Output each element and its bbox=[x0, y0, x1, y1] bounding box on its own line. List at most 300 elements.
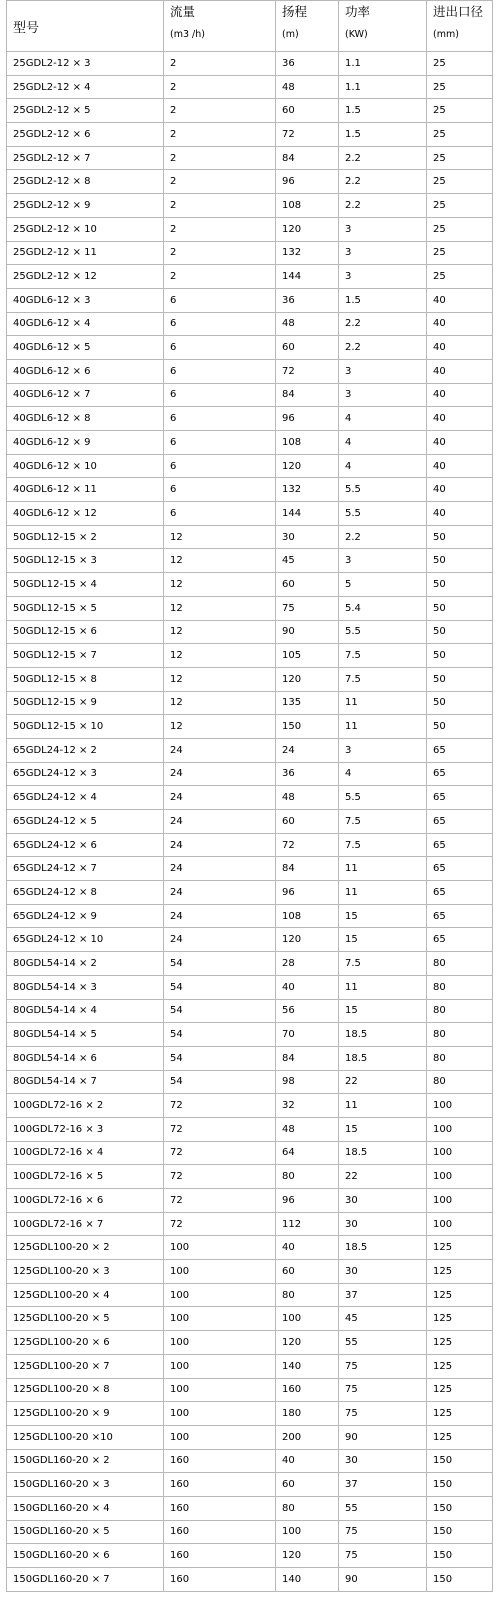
cell-port: 100 bbox=[427, 1165, 493, 1189]
cell-flow: 160 bbox=[164, 1544, 276, 1568]
cell-flow: 24 bbox=[164, 904, 276, 928]
pump-spec-table bbox=[6, 0, 493, 1592]
cell-flow: 6 bbox=[164, 288, 276, 312]
cell-power: 75 bbox=[339, 1354, 427, 1378]
cell-flow: 160 bbox=[164, 1568, 276, 1592]
cell-port: 80 bbox=[427, 1046, 493, 1070]
cell-port: 125 bbox=[427, 1307, 493, 1331]
cell-port: 50 bbox=[427, 596, 493, 620]
cell-model: 25GDL2-12 × 7 bbox=[7, 146, 164, 170]
cell-power: 18.5 bbox=[339, 1141, 427, 1165]
cell-head: 72 bbox=[276, 123, 339, 147]
table-row bbox=[7, 75, 493, 99]
table-row bbox=[7, 644, 493, 668]
cell-flow: 12 bbox=[164, 644, 276, 668]
cell-head: 140 bbox=[276, 1354, 339, 1378]
cell-port: 25 bbox=[427, 52, 493, 76]
cell-power: 11 bbox=[339, 975, 427, 999]
cell-model: 25GDL2-12 × 9 bbox=[7, 194, 164, 218]
cell-model: 125GDL100-20 × 7 bbox=[7, 1354, 164, 1378]
table-row bbox=[7, 241, 493, 265]
cell-flow: 24 bbox=[164, 928, 276, 952]
cell-power: 2.2 bbox=[339, 194, 427, 218]
cell-flow: 100 bbox=[164, 1331, 276, 1355]
cell-head: 80 bbox=[276, 1283, 339, 1307]
cell-head: 45 bbox=[276, 549, 339, 573]
cell-flow: 2 bbox=[164, 241, 276, 265]
header-flow-unit: (m3 /h) bbox=[170, 29, 205, 40]
cell-flow: 100 bbox=[164, 1307, 276, 1331]
cell-port: 125 bbox=[427, 1402, 493, 1426]
cell-port: 80 bbox=[427, 975, 493, 999]
table-row bbox=[7, 1165, 493, 1189]
cell-model: 25GDL2-12 × 10 bbox=[7, 217, 164, 241]
cell-model: 100GDL72-16 × 7 bbox=[7, 1212, 164, 1236]
cell-head: 144 bbox=[276, 502, 339, 526]
cell-flow: 12 bbox=[164, 715, 276, 739]
cell-port: 25 bbox=[427, 194, 493, 218]
cell-head: 48 bbox=[276, 75, 339, 99]
cell-head: 132 bbox=[276, 478, 339, 502]
cell-power: 11 bbox=[339, 857, 427, 881]
cell-flow: 100 bbox=[164, 1354, 276, 1378]
cell-port: 50 bbox=[427, 549, 493, 573]
cell-port: 65 bbox=[427, 904, 493, 928]
cell-port: 150 bbox=[427, 1496, 493, 1520]
cell-head: 70 bbox=[276, 1023, 339, 1047]
cell-power: 30 bbox=[339, 1189, 427, 1213]
cell-port: 50 bbox=[427, 667, 493, 691]
table-row bbox=[7, 454, 493, 478]
table-row bbox=[7, 1283, 493, 1307]
table-row bbox=[7, 1094, 493, 1118]
cell-model: 150GDL160-20 × 2 bbox=[7, 1449, 164, 1473]
cell-head: 180 bbox=[276, 1402, 339, 1426]
cell-port: 25 bbox=[427, 123, 493, 147]
cell-head: 60 bbox=[276, 336, 339, 360]
cell-power: 3 bbox=[339, 241, 427, 265]
table-row bbox=[7, 194, 493, 218]
cell-model: 65GDL24-12 × 10 bbox=[7, 928, 164, 952]
cell-power: 90 bbox=[339, 1568, 427, 1592]
cell-flow: 6 bbox=[164, 383, 276, 407]
table-row bbox=[7, 857, 493, 881]
cell-model: 40GDL6-12 × 7 bbox=[7, 383, 164, 407]
cell-flow: 2 bbox=[164, 265, 276, 289]
cell-port: 50 bbox=[427, 620, 493, 644]
cell-model: 50GDL12-15 × 8 bbox=[7, 667, 164, 691]
cell-power: 75 bbox=[339, 1544, 427, 1568]
cell-power: 15 bbox=[339, 999, 427, 1023]
cell-flow: 12 bbox=[164, 691, 276, 715]
cell-power: 2.2 bbox=[339, 336, 427, 360]
cell-power: 2.2 bbox=[339, 170, 427, 194]
table-row bbox=[7, 549, 493, 573]
cell-power: 22 bbox=[339, 1070, 427, 1094]
cell-port: 125 bbox=[427, 1331, 493, 1355]
cell-flow: 6 bbox=[164, 431, 276, 455]
cell-model: 100GDL72-16 × 2 bbox=[7, 1094, 164, 1118]
cell-flow: 160 bbox=[164, 1449, 276, 1473]
cell-power: 1.5 bbox=[339, 123, 427, 147]
cell-head: 96 bbox=[276, 407, 339, 431]
cell-power: 11 bbox=[339, 715, 427, 739]
cell-model: 125GDL100-20 × 8 bbox=[7, 1378, 164, 1402]
header-flow bbox=[164, 1, 276, 52]
cell-flow: 6 bbox=[164, 502, 276, 526]
cell-power: 75 bbox=[339, 1402, 427, 1426]
table-row bbox=[7, 217, 493, 241]
cell-flow: 54 bbox=[164, 999, 276, 1023]
cell-head: 40 bbox=[276, 1236, 339, 1260]
cell-flow: 160 bbox=[164, 1473, 276, 1497]
cell-head: 120 bbox=[276, 667, 339, 691]
cell-port: 125 bbox=[427, 1283, 493, 1307]
cell-port: 65 bbox=[427, 738, 493, 762]
cell-head: 60 bbox=[276, 810, 339, 834]
cell-flow: 54 bbox=[164, 1046, 276, 1070]
cell-power: 2.2 bbox=[339, 146, 427, 170]
table-body bbox=[7, 52, 493, 1592]
cell-model: 50GDL12-15 × 5 bbox=[7, 596, 164, 620]
cell-power: 18.5 bbox=[339, 1236, 427, 1260]
cell-port: 40 bbox=[427, 454, 493, 478]
cell-model: 100GDL72-16 × 6 bbox=[7, 1189, 164, 1213]
table-row bbox=[7, 667, 493, 691]
cell-power: 3 bbox=[339, 217, 427, 241]
header-port bbox=[427, 1, 493, 52]
cell-flow: 54 bbox=[164, 1023, 276, 1047]
cell-power: 30 bbox=[339, 1260, 427, 1284]
table-row bbox=[7, 146, 493, 170]
cell-power: 7.5 bbox=[339, 952, 427, 976]
header-power bbox=[339, 1, 427, 52]
cell-flow: 54 bbox=[164, 975, 276, 999]
cell-model: 50GDL12-15 × 9 bbox=[7, 691, 164, 715]
cell-port: 25 bbox=[427, 75, 493, 99]
table-row bbox=[7, 1260, 493, 1284]
cell-model: 150GDL160-20 × 3 bbox=[7, 1473, 164, 1497]
table-row bbox=[7, 691, 493, 715]
cell-power: 5 bbox=[339, 573, 427, 597]
cell-flow: 2 bbox=[164, 99, 276, 123]
table-row bbox=[7, 52, 493, 76]
cell-flow: 72 bbox=[164, 1094, 276, 1118]
cell-power: 45 bbox=[339, 1307, 427, 1331]
table-row bbox=[7, 1046, 493, 1070]
cell-power: 4 bbox=[339, 431, 427, 455]
cell-head: 160 bbox=[276, 1378, 339, 1402]
cell-port: 80 bbox=[427, 1070, 493, 1094]
cell-flow: 6 bbox=[164, 359, 276, 383]
cell-port: 65 bbox=[427, 810, 493, 834]
cell-model: 50GDL12-15 × 3 bbox=[7, 549, 164, 573]
cell-port: 40 bbox=[427, 431, 493, 455]
cell-flow: 12 bbox=[164, 620, 276, 644]
cell-model: 40GDL6-12 × 11 bbox=[7, 478, 164, 502]
table-row bbox=[7, 359, 493, 383]
cell-flow: 2 bbox=[164, 75, 276, 99]
cell-power: 55 bbox=[339, 1496, 427, 1520]
cell-flow: 72 bbox=[164, 1117, 276, 1141]
cell-port: 25 bbox=[427, 99, 493, 123]
cell-port: 80 bbox=[427, 952, 493, 976]
cell-flow: 72 bbox=[164, 1141, 276, 1165]
cell-model: 150GDL160-20 × 7 bbox=[7, 1568, 164, 1592]
cell-flow: 2 bbox=[164, 123, 276, 147]
cell-flow: 12 bbox=[164, 549, 276, 573]
cell-power: 2.2 bbox=[339, 525, 427, 549]
cell-port: 50 bbox=[427, 644, 493, 668]
cell-port: 65 bbox=[427, 857, 493, 881]
table-row bbox=[7, 1496, 493, 1520]
cell-flow: 24 bbox=[164, 810, 276, 834]
cell-power: 7.5 bbox=[339, 810, 427, 834]
cell-model: 65GDL24-12 × 8 bbox=[7, 881, 164, 905]
cell-head: 36 bbox=[276, 52, 339, 76]
cell-model: 100GDL72-16 × 4 bbox=[7, 1141, 164, 1165]
table-row bbox=[7, 170, 493, 194]
cell-model: 125GDL100-20 × 3 bbox=[7, 1260, 164, 1284]
table-row bbox=[7, 383, 493, 407]
table-row bbox=[7, 881, 493, 905]
table-row bbox=[7, 1544, 493, 1568]
cell-model: 25GDL2-12 × 12 bbox=[7, 265, 164, 289]
cell-model: 150GDL160-20 × 5 bbox=[7, 1520, 164, 1544]
cell-flow: 54 bbox=[164, 952, 276, 976]
cell-power: 37 bbox=[339, 1473, 427, 1497]
cell-head: 132 bbox=[276, 241, 339, 265]
table-row bbox=[7, 336, 493, 360]
cell-model: 100GDL72-16 × 3 bbox=[7, 1117, 164, 1141]
table-row bbox=[7, 573, 493, 597]
header-row bbox=[7, 1, 493, 52]
cell-head: 80 bbox=[276, 1165, 339, 1189]
cell-flow: 100 bbox=[164, 1283, 276, 1307]
cell-head: 36 bbox=[276, 762, 339, 786]
cell-port: 65 bbox=[427, 928, 493, 952]
cell-head: 60 bbox=[276, 99, 339, 123]
header-power-label: 功率 bbox=[345, 4, 371, 19]
cell-model: 25GDL2-12 × 5 bbox=[7, 99, 164, 123]
cell-model: 80GDL54-14 × 5 bbox=[7, 1023, 164, 1047]
table-row bbox=[7, 1141, 493, 1165]
cell-head: 60 bbox=[276, 1473, 339, 1497]
cell-flow: 2 bbox=[164, 170, 276, 194]
cell-port: 100 bbox=[427, 1212, 493, 1236]
cell-power: 15 bbox=[339, 904, 427, 928]
cell-power: 30 bbox=[339, 1212, 427, 1236]
cell-flow: 100 bbox=[164, 1402, 276, 1426]
cell-port: 50 bbox=[427, 715, 493, 739]
cell-port: 150 bbox=[427, 1449, 493, 1473]
cell-head: 32 bbox=[276, 1094, 339, 1118]
cell-flow: 6 bbox=[164, 454, 276, 478]
cell-head: 140 bbox=[276, 1568, 339, 1592]
cell-flow: 72 bbox=[164, 1165, 276, 1189]
cell-flow: 2 bbox=[164, 52, 276, 76]
cell-power: 18.5 bbox=[339, 1023, 427, 1047]
cell-head: 36 bbox=[276, 288, 339, 312]
cell-port: 100 bbox=[427, 1117, 493, 1141]
cell-power: 1.1 bbox=[339, 52, 427, 76]
cell-power: 3 bbox=[339, 738, 427, 762]
cell-model: 150GDL160-20 × 6 bbox=[7, 1544, 164, 1568]
cell-model: 40GDL6-12 × 12 bbox=[7, 502, 164, 526]
cell-port: 150 bbox=[427, 1568, 493, 1592]
cell-port: 50 bbox=[427, 573, 493, 597]
cell-power: 11 bbox=[339, 691, 427, 715]
cell-model: 80GDL54-14 × 3 bbox=[7, 975, 164, 999]
cell-port: 40 bbox=[427, 407, 493, 431]
cell-head: 75 bbox=[276, 596, 339, 620]
cell-port: 125 bbox=[427, 1260, 493, 1284]
cell-power: 5.5 bbox=[339, 786, 427, 810]
table-row bbox=[7, 1307, 493, 1331]
cell-power: 5.5 bbox=[339, 478, 427, 502]
cell-flow: 72 bbox=[164, 1189, 276, 1213]
cell-power: 5.4 bbox=[339, 596, 427, 620]
table-row bbox=[7, 265, 493, 289]
table-row bbox=[7, 288, 493, 312]
table-row bbox=[7, 1402, 493, 1426]
cell-head: 100 bbox=[276, 1307, 339, 1331]
cell-power: 11 bbox=[339, 1094, 427, 1118]
cell-power: 2.2 bbox=[339, 312, 427, 336]
cell-port: 125 bbox=[427, 1425, 493, 1449]
cell-flow: 160 bbox=[164, 1496, 276, 1520]
cell-model: 50GDL12-15 × 4 bbox=[7, 573, 164, 597]
cell-port: 25 bbox=[427, 217, 493, 241]
cell-model: 50GDL12-15 × 7 bbox=[7, 644, 164, 668]
cell-power: 5.5 bbox=[339, 620, 427, 644]
cell-port: 100 bbox=[427, 1189, 493, 1213]
cell-port: 40 bbox=[427, 502, 493, 526]
cell-head: 48 bbox=[276, 312, 339, 336]
cell-model: 65GDL24-12 × 6 bbox=[7, 833, 164, 857]
cell-flow: 24 bbox=[164, 762, 276, 786]
cell-power: 22 bbox=[339, 1165, 427, 1189]
cell-model: 125GDL100-20 × 4 bbox=[7, 1283, 164, 1307]
cell-model: 40GDL6-12 × 8 bbox=[7, 407, 164, 431]
cell-model: 80GDL54-14 × 7 bbox=[7, 1070, 164, 1094]
cell-model: 40GDL6-12 × 4 bbox=[7, 312, 164, 336]
cell-model: 125GDL100-20 × 2 bbox=[7, 1236, 164, 1260]
table-row bbox=[7, 928, 493, 952]
cell-port: 80 bbox=[427, 1023, 493, 1047]
cell-head: 120 bbox=[276, 217, 339, 241]
cell-head: 72 bbox=[276, 359, 339, 383]
cell-model: 25GDL2-12 × 11 bbox=[7, 241, 164, 265]
cell-port: 150 bbox=[427, 1473, 493, 1497]
table-row bbox=[7, 478, 493, 502]
cell-model: 50GDL12-15 × 2 bbox=[7, 525, 164, 549]
table-row bbox=[7, 312, 493, 336]
cell-model: 40GDL6-12 × 9 bbox=[7, 431, 164, 455]
cell-model: 80GDL54-14 × 6 bbox=[7, 1046, 164, 1070]
cell-power: 75 bbox=[339, 1378, 427, 1402]
cell-head: 84 bbox=[276, 857, 339, 881]
cell-head: 98 bbox=[276, 1070, 339, 1094]
cell-power: 4 bbox=[339, 454, 427, 478]
table-row bbox=[7, 620, 493, 644]
table-row bbox=[7, 786, 493, 810]
cell-flow: 12 bbox=[164, 573, 276, 597]
cell-head: 84 bbox=[276, 146, 339, 170]
table-row bbox=[7, 1189, 493, 1213]
cell-port: 150 bbox=[427, 1544, 493, 1568]
table-row bbox=[7, 1378, 493, 1402]
cell-flow: 24 bbox=[164, 881, 276, 905]
table-row bbox=[7, 1117, 493, 1141]
header-power-unit: (KW) bbox=[345, 29, 368, 40]
cell-head: 100 bbox=[276, 1520, 339, 1544]
table-row bbox=[7, 810, 493, 834]
cell-head: 112 bbox=[276, 1212, 339, 1236]
cell-port: 40 bbox=[427, 312, 493, 336]
cell-power: 1.5 bbox=[339, 288, 427, 312]
cell-head: 80 bbox=[276, 1496, 339, 1520]
cell-head: 30 bbox=[276, 525, 339, 549]
cell-model: 80GDL54-14 × 2 bbox=[7, 952, 164, 976]
cell-power: 55 bbox=[339, 1331, 427, 1355]
table-row bbox=[7, 1070, 493, 1094]
cell-model: 65GDL24-12 × 2 bbox=[7, 738, 164, 762]
table-row bbox=[7, 99, 493, 123]
cell-flow: 54 bbox=[164, 1070, 276, 1094]
cell-power: 4 bbox=[339, 407, 427, 431]
cell-flow: 24 bbox=[164, 786, 276, 810]
cell-head: 56 bbox=[276, 999, 339, 1023]
table-row bbox=[7, 1212, 493, 1236]
cell-power: 75 bbox=[339, 1520, 427, 1544]
cell-model: 125GDL100-20 ×10 bbox=[7, 1425, 164, 1449]
cell-power: 3 bbox=[339, 383, 427, 407]
cell-head: 96 bbox=[276, 170, 339, 194]
cell-port: 125 bbox=[427, 1354, 493, 1378]
cell-port: 40 bbox=[427, 336, 493, 360]
cell-flow: 100 bbox=[164, 1378, 276, 1402]
table-row bbox=[7, 407, 493, 431]
cell-model: 50GDL12-15 × 10 bbox=[7, 715, 164, 739]
cell-model: 25GDL2-12 × 8 bbox=[7, 170, 164, 194]
cell-head: 96 bbox=[276, 881, 339, 905]
cell-head: 96 bbox=[276, 1189, 339, 1213]
cell-flow: 24 bbox=[164, 738, 276, 762]
table-row bbox=[7, 762, 493, 786]
cell-head: 72 bbox=[276, 833, 339, 857]
cell-power: 30 bbox=[339, 1449, 427, 1473]
cell-port: 65 bbox=[427, 833, 493, 857]
cell-model: 65GDL24-12 × 9 bbox=[7, 904, 164, 928]
cell-head: 120 bbox=[276, 1544, 339, 1568]
cell-model: 65GDL24-12 × 5 bbox=[7, 810, 164, 834]
cell-model: 40GDL6-12 × 10 bbox=[7, 454, 164, 478]
cell-flow: 72 bbox=[164, 1212, 276, 1236]
table-row bbox=[7, 1236, 493, 1260]
header-head-unit: (m) bbox=[282, 29, 299, 40]
cell-port: 50 bbox=[427, 525, 493, 549]
cell-head: 48 bbox=[276, 786, 339, 810]
cell-flow: 6 bbox=[164, 407, 276, 431]
header-head bbox=[276, 1, 339, 52]
cell-port: 25 bbox=[427, 265, 493, 289]
cell-head: 40 bbox=[276, 975, 339, 999]
cell-flow: 100 bbox=[164, 1260, 276, 1284]
table-row bbox=[7, 715, 493, 739]
cell-flow: 12 bbox=[164, 596, 276, 620]
table-row bbox=[7, 431, 493, 455]
